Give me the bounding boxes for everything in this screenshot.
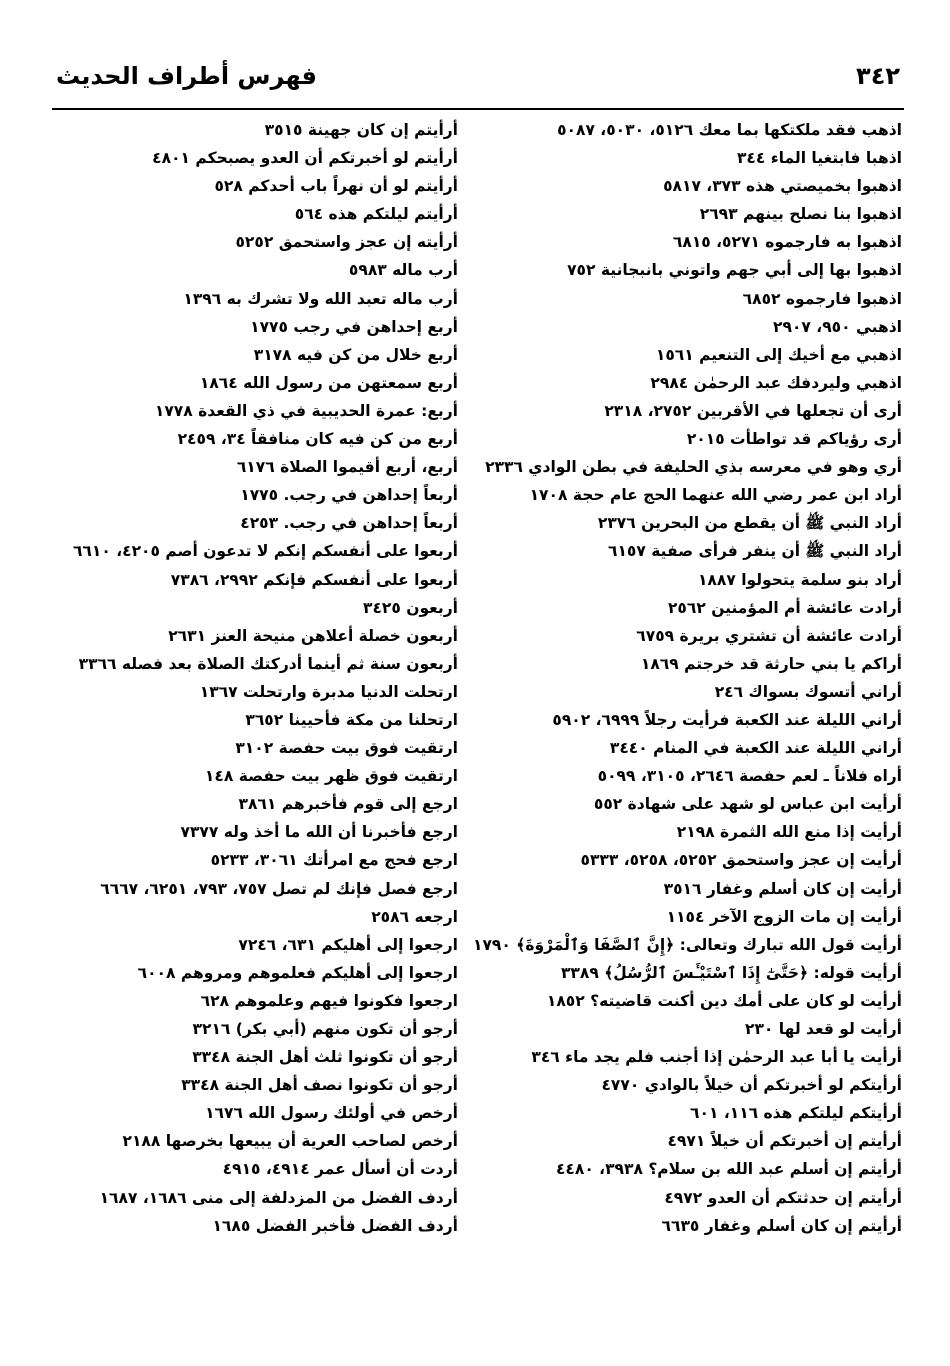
index-entry: أرأيته إن عجز واستحمق ٥٢٥٢ xyxy=(235,233,458,252)
index-entry: أرأيتم إن كان أسلم وغفار ٦٦٣٥ xyxy=(661,1216,902,1235)
index-entry: أرأيت قوله: ﴿حَتَّىٰٓ إِذَا ٱسْتَيْـَٔسَ ٱلرُّسُلُ﴾ ٣٣٨٩ xyxy=(560,963,902,982)
index-entry: ارجعه ٢٥٨٦ xyxy=(371,907,458,926)
index-entry: أرأيت قول الله تبارك وتعالى: ﴿إِنَّ ٱلصَّفَا وَٱلْمَرْوَةَ﴾ ١٧٩٠ xyxy=(473,935,902,954)
index-entry: أراد النبي ﷺ أن ينفر فرأى صفية ٦١٥٧ xyxy=(608,542,902,561)
index-entry: أرأيت ابن عباس لو شهد على شهادة ٥٥٢ xyxy=(593,795,902,814)
index-entry: أرأيتم إن أخبرتكم أن خيلاً ٤٩٧١ xyxy=(667,1132,902,1151)
index-entry: أردف الفضل فأخبر الفضل ١٦٨٥ xyxy=(212,1216,458,1235)
index-entry: أرادت عائشة أن تشتري بريرة ٦٧٥٩ xyxy=(636,626,902,645)
index-entry: أراه فلاناً ـ لعم حفصة ٢٦٤٦، ٣١٠٥، ٥٠٩٩ xyxy=(597,767,902,786)
index-entry: أرأيتم إن أسلم عبد الله بن سلام؟ ٣٩٣٨، ٤٤٨٠ xyxy=(555,1160,902,1179)
index-entry: أربعوا على أنفسكم إنكم لا تدعون أصم ٤٢٠٥، ٦٦١٠ xyxy=(72,542,458,561)
index-entry: أرخص لصاحب العرية أن يبيعها بخرصها ٢١٨٨ xyxy=(122,1132,458,1151)
index-entry: أربع، أربع أقيموا الصلاة ٦١٧٦ xyxy=(236,458,458,477)
index-entry: اذهبي ٩٥٠، ٢٩٠٧ xyxy=(773,317,902,336)
index-entry: اذهبوا بها إلى أبي جهم واتوني بانبجانية ٧٥٢ xyxy=(567,261,902,280)
index-entry: ارجعوا إلى أهليكم فعلموهم ومروهم ٦٠٠٨ xyxy=(137,963,458,982)
index-entry: أربعاً إحداهن في رجب. ٤٢٥٣ xyxy=(240,514,458,533)
index-entry: أربعون ٣٤٢٥ xyxy=(363,598,458,617)
page-number: ٣٤٢ xyxy=(856,62,900,90)
index-entry: أربعون سنة ثم أينما أدركتك الصلاة بعد فصله ٣٣٦٦ xyxy=(78,654,458,673)
index-entry: أربع إحداهن في رجب ١٧٧٥ xyxy=(250,317,458,336)
index-entry: أرأيتم ليلتكم هذه ٥٦٤ xyxy=(294,205,458,224)
index-entry: أرخص في أولئك رسول الله ١٦٧٦ xyxy=(205,1104,458,1123)
index-entry: أرجو أن تكونوا ثلث أهل الجنة ٣٣٤٨ xyxy=(192,1048,458,1067)
index-column-right xyxy=(473,116,902,1240)
index-entry: أربعاً إحداهن في رجب. ١٧٧٥ xyxy=(240,486,458,505)
index-entry: أربع: عمرة الحديبية في ذي القعدة ١٧٧٨ xyxy=(154,401,458,420)
index-entry: ارجع فصل فإنك لم تصل ٧٥٧، ٧٩٣، ٦٢٥١، ٦٦٦٧ xyxy=(100,879,458,898)
index-entry: ارجع إلى قوم فأخبرهم ٣٨٦١ xyxy=(238,795,458,814)
index-entry: أرأيت لو قعد لها ٢٣٠ xyxy=(744,1020,902,1038)
index-entry: أرأيت لو كان على أمك دين أكنت قاضيته؟ ١٨٥٢ xyxy=(546,991,902,1010)
index-entry: أرب ماله تعبد الله ولا تشرك به ١٣٩٦ xyxy=(183,289,458,308)
index-column-left xyxy=(48,116,458,1240)
index-entry: اذهبوا بخميصتي هذه ٣٧٣، ٥٨١٧ xyxy=(663,177,902,196)
index-entry: ارجعوا فكونوا فيهم وعلموهم ٦٢٨ xyxy=(200,991,458,1010)
index-entry: ارتقيت فوق بيت حفصة ٣١٠٢ xyxy=(235,739,458,758)
page-title: فهرس أطراف الحديث xyxy=(56,62,317,90)
index-entry: أربعوا على أنفسكم فإنكم ٢٩٩٢، ٧٣٨٦ xyxy=(170,570,458,589)
index-entry: أراني الليلة عند الكعبة فرأيت رجلاً ٦٩٩٩، ٥٩٠٢ xyxy=(552,710,902,729)
index-entry: ارتقيت فوق ظهر بيت حفصة ١٤٨ xyxy=(204,767,458,786)
index-entry: أرب ماله ٥٩٨٣ xyxy=(348,261,458,280)
index-entry: ارتحلت الدنيا مدبرة وارتحلت ١٣٦٧ xyxy=(199,682,458,701)
index-entry: أراد ابن عمر رضي الله عنهما الحج عام حجة ١٧٠٨ xyxy=(529,486,902,505)
index-entry: أري وهو في معرسه بذي الحليفة في بطن الوادي ٢٣٣٦ xyxy=(485,458,902,477)
index-entry: ارجع فأخبرنا أن الله ما أخذ وله ٧٣٧٧ xyxy=(180,823,458,842)
page-header xyxy=(52,58,904,110)
index-entry: أرأيت إن عجز واستحمق ٥٢٥٢، ٥٢٥٨، ٥٣٣٣ xyxy=(580,851,902,870)
index-entry: ارتحلنا من مكة فأحيينا ٣٦٥٢ xyxy=(245,710,458,729)
index-entry: أرأيتم إن حدثتكم أن العدو ٤٩٧٢ xyxy=(664,1188,902,1207)
index-entry: أرجو أن تكون منهم (أبي بكر) ٣٢١٦ xyxy=(192,1020,458,1038)
index-entry: أربعون خصلة أعلاهن منيحة العنز ٢٦٣١ xyxy=(168,626,458,645)
index-entry: أرأيتكم ليلتكم هذه ١١٦، ٦٠١ xyxy=(690,1104,902,1123)
index-entry: اذهبوا به فارجموه ٥٢٧١، ٦٨١٥ xyxy=(672,233,902,252)
index-entry: أراد بنو سلمة يتحولوا ١٨٨٧ xyxy=(697,570,902,589)
index-entry: أربع سمعتهن من رسول الله ١٨٦٤ xyxy=(199,373,458,392)
index-entry: اذهبي مع أخيك إلى التنعيم ١٥٦١ xyxy=(655,345,902,364)
index-entry: أرأيت إن مات الزوج الآخر ١١٥٤ xyxy=(666,907,902,926)
index-entry: أرأيتم لو أن نهراً باب أحدكم ٥٢٨ xyxy=(214,177,458,196)
index-entry: أردت أن أسأل عمر ٤٩١٤، ٤٩١٥ xyxy=(222,1160,458,1179)
index-entry: أرأيتم إن كان جهينة ٣٥١٥ xyxy=(264,121,458,139)
index-entry: أرأيت إن كان أسلم وغفار ٣٥١٦ xyxy=(663,879,902,898)
index-entry: أرجو أن تكونوا نصف أهل الجنة ٣٣٤٨ xyxy=(181,1076,458,1095)
index-entry: اذهبوا فارجموه ٦٨٥٢ xyxy=(742,289,902,308)
index-entry: أراني الليلة عند الكعبة في المنام ٣٤٤٠ xyxy=(609,739,902,758)
index-entry: أرأيتم لو أخبرتكم أن العدو يصبحكم ٤٨٠١ xyxy=(152,149,458,168)
index-entry: أراني أتسوك بسواك ٢٤٦ xyxy=(714,682,902,701)
index-entry: ارجع فحج مع امرأتك ٣٠٦١، ٥٢٣٣ xyxy=(210,851,458,870)
index-entry: أرأيت إذا منع الله الثمرة ٢١٩٨ xyxy=(676,823,902,842)
index-entry: أرى رؤياكم قد تواطأت ٢٠١٥ xyxy=(686,430,902,449)
index-entry: ارجعوا إلى أهليكم ٦٣١، ٧٢٤٦ xyxy=(238,935,458,954)
index-entry: اذهب فقد ملكتكها بما معك ٥١٢٦، ٥٠٣٠، ٥٠٨٧ xyxy=(557,121,902,139)
index-entry: أرادت عائشة أم المؤمنين ٢٥٦٢ xyxy=(667,598,902,617)
index-entry: أربع خلال من كن فيه ٣١٧٨ xyxy=(253,345,458,364)
index-entry: اذهبوا بنا نصلح بينهم ٢٦٩٣ xyxy=(699,205,902,224)
index-entry: أربع من كن فيه كان منافقاً ٣٤، ٢٤٥٩ xyxy=(177,430,458,449)
index-entry: أرأيت يا أبا عبد الرحمٰن إذا أجنب فلم يجد ماء ٣٤٦ xyxy=(531,1048,902,1067)
index-entry: اذهبا فابتغيا الماء ٣٤٤ xyxy=(736,149,902,168)
index-entry: أردف الفضل من المزدلفة إلى منى ١٦٨٦، ١٦٨٧ xyxy=(99,1188,458,1207)
index-entry: أراكم يا بني حارثة قد خرجتم ١٨٦٩ xyxy=(640,654,902,673)
index-entry: أراد النبي ﷺ أن يقطع من البحرين ٢٣٧٦ xyxy=(597,514,902,533)
index-entry: اذهبي وليردفك عبد الرحمٰن ٢٩٨٤ xyxy=(650,373,902,392)
index-entry: أرى أن تجعلها في الأقربين ٢٧٥٢، ٢٣١٨ xyxy=(604,401,902,420)
index-entry: أرأيتكم لو أخبرتكم أن خيلاً بالوادي ٤٧٧٠ xyxy=(601,1076,902,1095)
